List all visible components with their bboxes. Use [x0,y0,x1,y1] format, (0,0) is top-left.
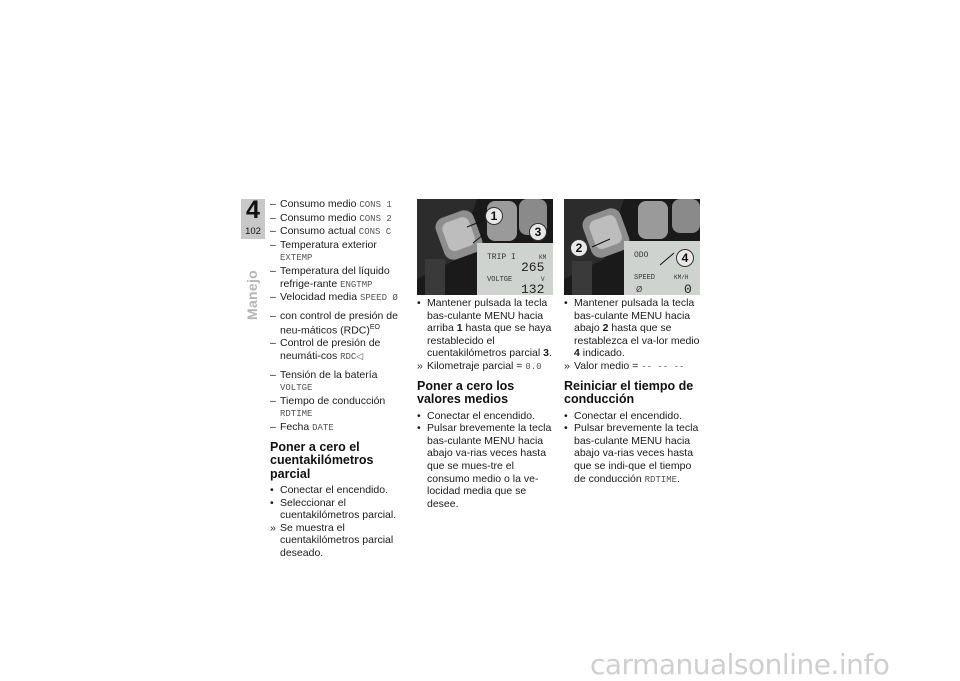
result-item: » Kilometraje parcial = 0.0 [417,359,542,372]
display-speed-label: SPEED [634,274,656,282]
column-3 [564,297,702,486]
display-voltage-label: VOLTGE [487,276,513,284]
display-average-symbol: Ø [636,285,643,294]
bullet-item: • Conectar el encendido. [417,409,535,422]
list-item: – Temperatura exterior EXTEMP [270,238,377,264]
handlebar-photo-2 [564,199,700,295]
callout-2: 2 [570,239,588,257]
callout-4: 4 [676,249,694,267]
bullet-item: • Pulsar brevemente la tecla bas-culante MENU hacia abajo va-rias veces hasta que se mues-tre el consumo medio o la ve-locidad media que se desee. [417,422,552,510]
list-item: – Velocidad media SPEED Ø [270,291,398,304]
list-item: – Consumo medio CONS 1 [270,198,392,210]
list-item: – Tensión de la batería VOLTGE [270,368,378,394]
bullet-item: • Conectar el encendido. [270,484,388,497]
bullet-item: • Mantener pulsada la tecla bas-culante MENU hacia abajo 2 hasta que se restablezca el va-lor medio 4 indicado. [564,297,700,360]
section-heading: Reiniciar el tiempo de conducción [564,378,694,407]
bullet-item: • Seleccionar el cuentakilómetros parcial. [270,496,397,522]
display-trip-value: 265 [521,260,545,275]
column-2 [417,297,555,510]
display-unit-km: KM [539,254,547,261]
list-item: – Consumo medio CONS 2 [270,211,392,224]
list-item: – Temperatura del líquido refrige-rante ENGTMP [270,264,390,290]
display-unit-kmh: KM/H [674,274,689,281]
watermark: carmanualsonline.info [590,648,890,681]
display-trip-label: TRIP I [487,253,516,262]
result-item: » Valor medio = -- -- -- [564,359,685,372]
callout-3: 3 [529,223,547,241]
list-item-rdc: – Control de presión de neumáti-cos RDC◁ [270,337,381,363]
list-item: – Fecha DATE [270,421,334,433]
section-heading: Poner a cero el cuentakilómetros parcial [270,439,374,481]
result-item: » Se muestra el cuentakilómetros parcial deseado. [270,521,394,560]
column-1 [270,198,410,560]
display-speed-value: 0 [684,282,692,295]
bullet-item: • Conectar el encendido. [564,409,682,422]
bullet-item: • Mantener pulsada la tecla bas-culante MENU hacia arriba 1 hasta que se haya restablecido el cuentakilómetros parcial 3. [417,297,552,360]
callout-1: 1 [485,207,503,225]
section-heading: Poner a cero los valores medios [417,378,515,407]
list-item: – Tiempo de conducción RDTIME [270,394,386,420]
handlebar-photo-1 [417,199,553,295]
display-unit-v: V [541,276,545,283]
bullet-item: • Pulsar brevemente la tecla bas-culante MENU hacia abajo va-rias veces hasta que se indi-que el tiempo de conducción RDTIME. [564,422,699,485]
page-number: 102 [245,226,261,237]
list-item-rdc-option: – con control de presión de neu-máticos (RDC)$^{EO}$ [270,309,398,337]
display-odo-label: ODO [634,251,649,260]
chapter-title: Manejo [244,269,260,320]
list-item: – Consumo actual CONS C [270,225,392,238]
display-voltage-value: 132 [521,282,545,295]
chapter-number: 4 [246,196,260,224]
